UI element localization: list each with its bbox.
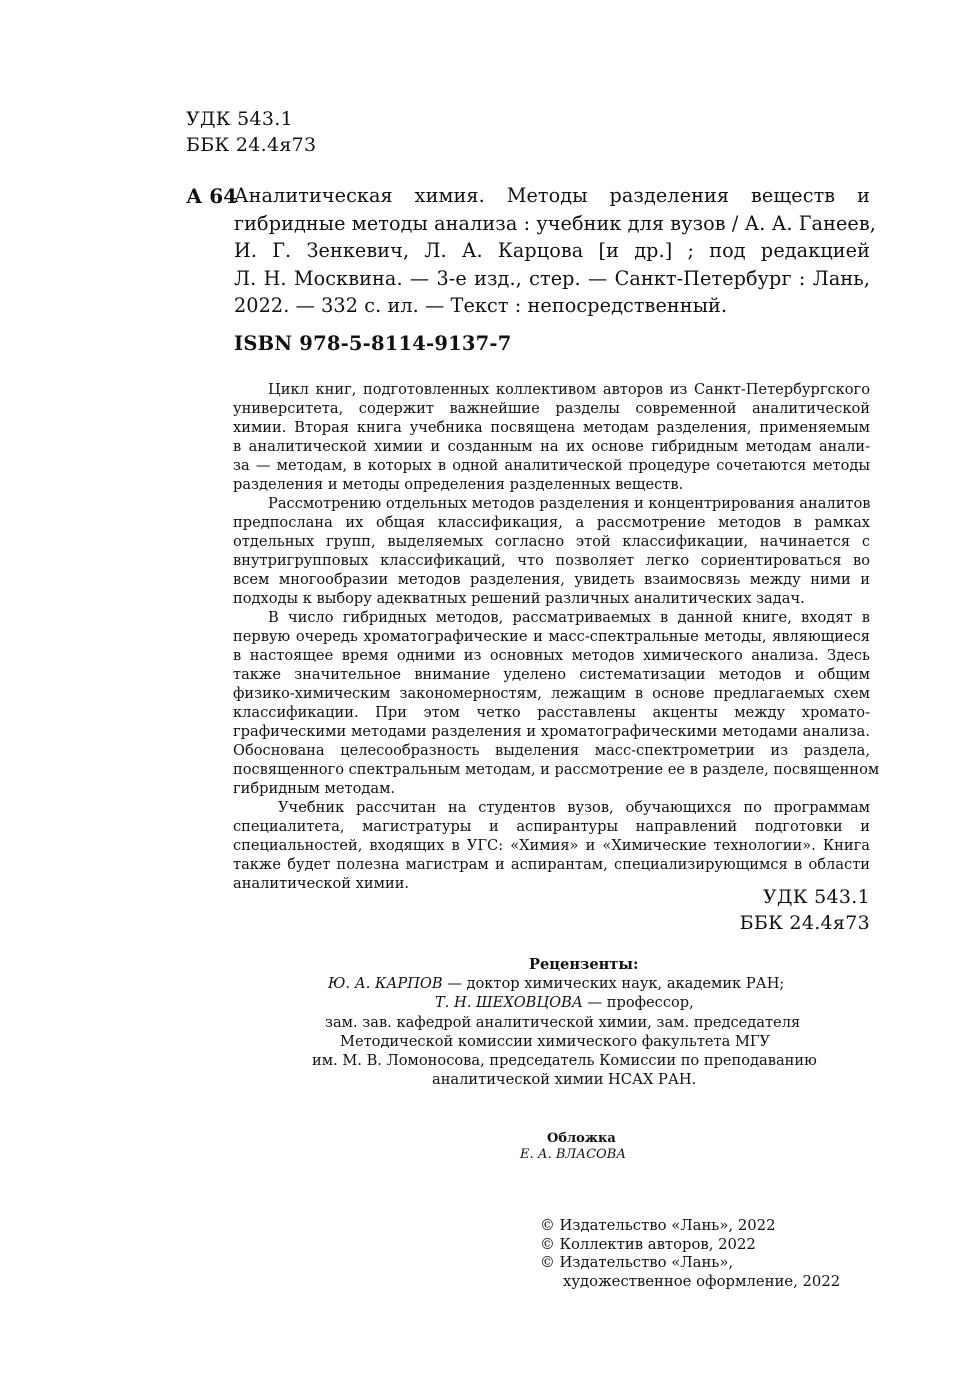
abstract-line: в аналитической химии и созданным на их основе гибридным методам анали- — [233, 438, 870, 455]
cover-artist: Е. А. ВЛАСОВА — [520, 1147, 627, 1162]
cover-credit — [520, 1131, 626, 1163]
udk-code: УДК 543.1 — [186, 108, 294, 130]
abstract-line: также значительное внимание уделено систематизации методов и общим — [233, 666, 870, 683]
abstract-line: всем многообразии методов разделения, увидеть взаимосвязь между ними и — [233, 571, 870, 588]
abstract-line: Учебник рассчитан на студентов вузов, обучающихся по программам — [278, 799, 870, 816]
reviewer-2-line: аналитической химии НСАХ РАН. — [432, 1071, 697, 1089]
reviewer-2-line: Методической комиссии химического факультета МГУ — [340, 1032, 771, 1050]
abstract-line: специалитета, магистратуры и аспирантуры направлений подготовки и — [233, 818, 870, 835]
reviewer-2-line: зам. зав. кафедрой аналитической химии, зам. председателя — [325, 1013, 801, 1031]
abstract-line: аналитической химии. — [233, 875, 410, 892]
entry-line: И. Г. Зенкевич, Л. А. Карцова [и др.] ; под редакцией — [234, 239, 870, 262]
entry-line: Аналитическая химия. Методы разделения веществ и — [234, 184, 870, 207]
reviewer-desc: — профессор, — [582, 994, 694, 1012]
abstract-line: специальностей, входящих в УГС: «Химия» и «Химические технологии». Книга — [233, 837, 870, 854]
copyright-line: © Издательство «Лань», — [540, 1254, 734, 1271]
reviewer-desc: — доктор химических наук, академик РАН; — [442, 975, 785, 993]
abstract-line: классификации. При этом четко расставлены акценты между хромато- — [233, 704, 870, 721]
abstract-line: разделения и методы определения разделенных веществ. — [233, 476, 684, 493]
reviewers-title: Рецензенты: — [529, 956, 639, 973]
reviewer-2 — [233, 993, 943, 1012]
abstract-line: физико-химическим закономерностям, лежащим в основе предлагаемых схем — [233, 685, 870, 702]
abstract-line: Цикл книг, подготовленных коллективом авторов из Санкт-Петербургского — [268, 381, 870, 398]
abstract-line: подходы к выбору адекватных решений различных аналитических задач. — [233, 590, 805, 607]
copyright-line: © Издательство «Лань», 2022 — [540, 1217, 776, 1234]
cover-title: Обложка — [547, 1131, 616, 1146]
abstract-line: также будет полезна магистрам и аспирантам, специализирующимся в области — [233, 856, 870, 873]
abstract-line: химии. Вторая книга учебника посвящена методам разделения, применяемым — [233, 419, 870, 436]
abstract-line: Обоснована целесообразность выделения масс-спектрометрии из раздела, — [233, 742, 870, 759]
abstract-line: Рассмотрению отдельных методов разделения и концентрирования аналитов — [268, 495, 871, 512]
bibliographic-entry — [234, 182, 876, 320]
author-mark: А 64 — [186, 184, 238, 208]
abstract-line: отдельных групп, выделяемых согласно этой классификации, начинается с — [233, 533, 870, 550]
reviewer-1 — [233, 974, 943, 993]
entry-line: Л. Н. Москвина. — 3-е изд., стер. — Санкт-Петербург : Лань, — [234, 266, 870, 290]
reviewer-name: Т. Н. ШЕХОВЦОВА — [435, 994, 583, 1012]
reviewers — [233, 955, 943, 1089]
udk-code: УДК 543.1 — [762, 886, 870, 908]
entry-line: 2022. — 332 с. ил. — Текст : непосредственный. — [234, 294, 728, 317]
copyright — [540, 1217, 840, 1291]
abstract-line: в настоящее время одними из основных методов химического анализа. Здесь — [233, 647, 870, 664]
copyright-line: © Коллектив авторов, 2022 — [540, 1235, 756, 1253]
udk-block-top — [186, 106, 316, 158]
abstract-line: университета, содержит важнейшие разделы современной аналитической — [233, 400, 870, 417]
abstract-line: предпослана их общая классификация, а рассмотрение методов в рамках — [233, 514, 870, 531]
entry-line: гибридные методы анализа : учебник для вузов / А. А. Ганеев, — [234, 211, 876, 235]
abstract-line: графическими методами разделения и хроматографическими методами анализа. — [233, 723, 870, 740]
abstract-line: первую очередь хроматографические и масс-спектральные методы, являющиеся — [233, 628, 870, 645]
bbk-code: ББК 24.4я73 — [739, 912, 870, 934]
abstract — [233, 380, 880, 893]
abstract-line: посвященного спектральным методам, и рассмотрение ее в разделе, посвященном — [233, 761, 880, 778]
reviewer-name: Ю. А. КАРПОВ — [328, 975, 443, 993]
udk-block-bottom — [740, 884, 870, 936]
reviewer-2-line: им. М. В. Ломоносова, председатель Комиссии по преподаванию — [312, 1051, 817, 1069]
abstract-line: В число гибридных методов, рассматриваемых в данной книге, входят в — [268, 609, 870, 626]
bbk-code: ББК 24.4я73 — [186, 134, 317, 156]
abstract-line: внутригрупповых классификаций, что позволяет легко сориентироваться во — [233, 552, 870, 569]
abstract-line: гибридным методам. — [233, 780, 396, 797]
copyright-line: художественное оформление, 2022 — [563, 1272, 841, 1290]
abstract-line: за — методам, в которых в одной аналитической процедуре сочетаются методы — [233, 457, 870, 474]
isbn: ISBN 978-5-8114-9137-7 — [234, 332, 512, 355]
